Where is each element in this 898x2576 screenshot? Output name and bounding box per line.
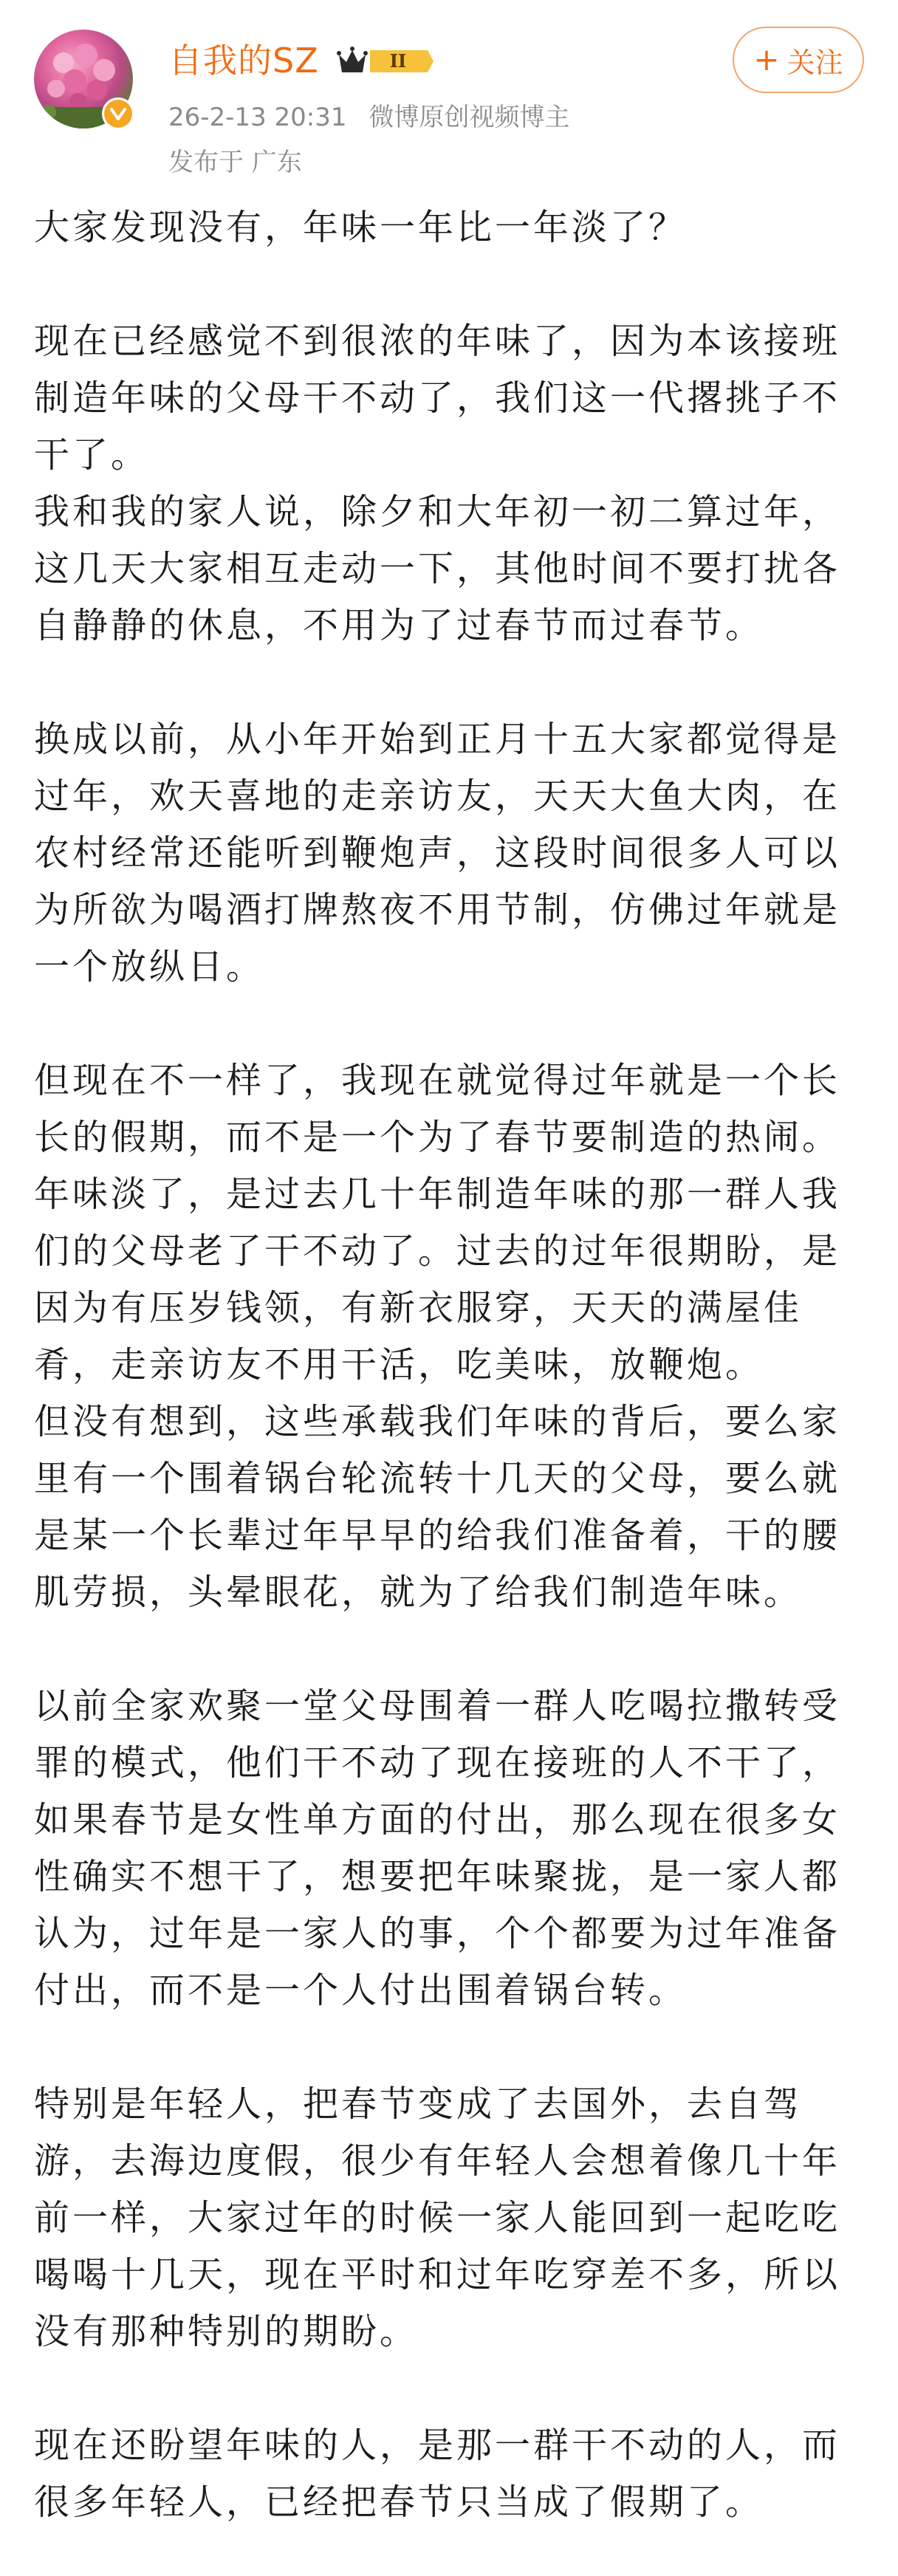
post-paragraph: 以前全家欢聚一堂父母围着一群人吃喝拉撒转受罪的模式，他们干不动了现在接班的人不干了，如果春节是女性单方面的付出，那么现在很多女性确实不想干了，想要把年味聚拢，是一家人都认为，过年是一家人的事，个个都要为过年准备付出，而不是一个人付出围着锅台转。 [34, 1685, 841, 2011]
crown-level-badge-icon[interactable] [336, 44, 436, 78]
paragraph-spacer [34, 2019, 868, 2076]
post-paragraph: 换成以前，从小年开始到正月十五大家都觉得是过年，欢天喜地的走亲访友，天天大鱼大肉，在农村经常还能听到鞭炮声，这段时间很多人可以为所欲为喝酒打牌熬夜不用节制，仿佛过年就是一个放纵日。 [34, 719, 841, 987]
paragraph-spacer [34, 1621, 868, 1678]
post-meta [168, 101, 570, 134]
post-header [0, 0, 898, 185]
post-paragraph: 但现在不一样了，我现在就觉得过年就是一个长长的假期，而不是一个为了春节要制造的热闹。 [34, 1060, 841, 1158]
post-paragraph: 现在还盼望年味的人，是那一群干不动的人，而很多年轻人，已经把春节只当成了假期了。 [34, 2425, 841, 2523]
post-time: 26-2-13 20:31 [168, 103, 347, 132]
verified-badge [102, 97, 134, 130]
paragraph-spacer [34, 256, 868, 313]
post-paragraph: 大家发现没有，年味一年比一年淡了？ [34, 207, 688, 248]
username[interactable]: 自我的SZ [168, 41, 319, 80]
plus-icon: + [753, 41, 780, 78]
follow-button-label: 关注 [786, 46, 843, 79]
post-body [34, 199, 868, 2531]
paragraph-spacer [34, 996, 868, 1052]
paragraph-spacer [34, 654, 868, 711]
post-paragraph: 我和我的家人说，除夕和大年初一初二算过年，这几天大家相互走动一下，其他时间不要打扰各自静静的休息，不用为了过春节而过春节。 [34, 491, 841, 646]
post-paragraph: 但没有想到，这些承载我们年味的背后，要么家里有一个围着锅台轮流转十几天的父母，要么就是某一个长辈过年早早的给我们准备着，干的腰肌劳损，头晕眼花，就为了给我们制造年味。 [34, 1401, 841, 1613]
avatar[interactable] [34, 30, 133, 129]
post-location: 发布于 广东 [168, 148, 302, 177]
user-source: 微博原创视频博主 [369, 103, 570, 132]
post-paragraph: 现在已经感觉不到很浓的年味了，因为本该接班制造年味的父母干不动了，我们这一代撂挑子不干了。 [34, 321, 841, 476]
follow-button[interactable] [733, 27, 864, 93]
level-badge-label: II [389, 50, 407, 72]
post-paragraph: 特别是年轻人，把春节变成了去国外，去自驾游，去海边度假，很少有年轻人会想着像几十年前一样，大家过年的时候一家人能回到一起吃吃喝喝十几天，现在平时和过年吃穿差不多，所以没有那种特别的期盼。 [34, 2083, 841, 2352]
verified-v-icon [104, 100, 132, 128]
post-paragraph: 年味淡了，是过去几十年制造年味的那一群人我们的父母老了干不动了。过去的过年很期盼，是因为有压岁钱领，有新衣服穿，天天的满屋佳肴，走亲访友不用干活，吃美味，放鞭炮。 [34, 1174, 841, 1385]
paragraph-spacer [34, 2360, 868, 2417]
